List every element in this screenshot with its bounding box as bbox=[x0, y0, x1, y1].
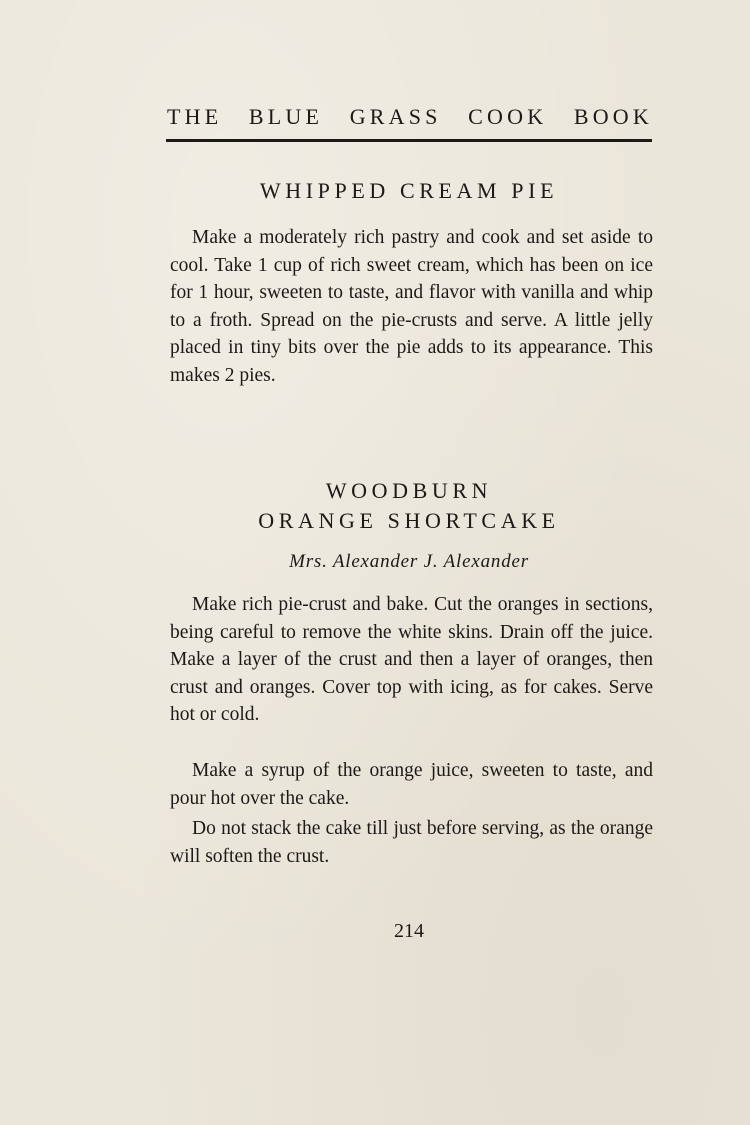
recipe-title-line-2: ORANGE SHORTCAKE bbox=[258, 508, 560, 533]
recipe-paragraph: Do not stack the cake till just before serving, as the orange will soften the crust. bbox=[170, 818, 653, 867]
recipe-paragraph: Make rich pie-crust and bake. Cut the oranges in sections, being careful to remove the white skins. Drain off the juice. Make a layer of the crust and then a layer of oranges, then crust and oranges. Cover top with icing, as for cakes. Serve hot or cold. bbox=[170, 594, 653, 725]
recipe-title-line-1: WOODBURN bbox=[325, 478, 493, 503]
recipe-paragraph: Make a syrup of the orange juice, sweeten to taste, and pour hot over the cake. bbox=[170, 760, 653, 809]
recipe-paragraph: Make a moderately rich pastry and cook and set aside to cool. Take 1 cup of rich sweet cream, which has been on ice for 1 hour, sweeten to taste, and flavor with vanilla and whip to a froth. Spread on the pie-crusts and serve. A little jelly placed in tiny bits over the pie adds to its appearance. This makes 2 pies. bbox=[170, 227, 653, 386]
page-number: 214 bbox=[394, 920, 424, 942]
recipe-title-whipped-cream-pie: WHIPPED CREAM PIE bbox=[259, 178, 559, 203]
header-rule bbox=[166, 139, 652, 142]
running-head: THE BLUE GRASS COOK BOOK bbox=[167, 104, 653, 129]
recipe-byline: Mrs. Alexander J. Alexander bbox=[289, 551, 529, 572]
